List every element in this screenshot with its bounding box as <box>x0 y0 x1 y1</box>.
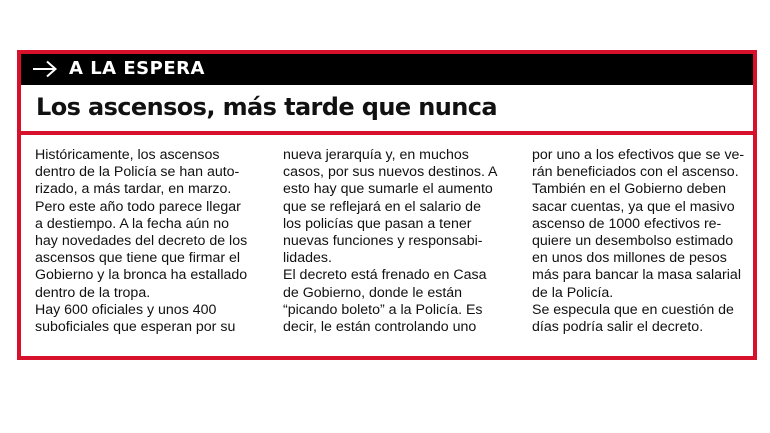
kicker-label: A LA ESPERA <box>69 58 205 79</box>
body-line: más para bancar la masa salarial <box>532 267 741 284</box>
body-line: hay novedades del decreto de los <box>35 233 248 250</box>
body-line: Hay 600 oficiales y unos 400 <box>35 301 217 318</box>
text-column-3 <box>532 147 750 336</box>
body-line: rizado, a más tardar, en marzo. <box>35 181 232 198</box>
text-column-1 <box>35 147 253 336</box>
body-line: El decreto está frenado en Casa <box>283 267 487 284</box>
body-line: Pero este año todo parece llegar <box>35 198 241 215</box>
body-line: que se reflejará en el salario de <box>283 198 481 215</box>
body-line: de Gobierno, donde le están <box>283 284 463 301</box>
body-line: rán beneficiados con el ascenso. <box>532 164 739 181</box>
body-line: dentro de la Policía se han auto- <box>35 164 240 181</box>
body-line: a destiempo. A la fecha aún no <box>35 215 230 232</box>
divider <box>21 131 753 135</box>
article-box <box>17 50 757 360</box>
arrow-right-icon <box>32 60 58 78</box>
body-line: casos, por sus nuevos destinos. A <box>283 164 498 181</box>
body-line: suboficiales que esperan por su <box>35 319 236 336</box>
body-line: ascenso de 1000 efectivos re- <box>532 215 722 232</box>
body-line: Gobierno y la bronca ha estallado <box>35 267 248 284</box>
body-line: de la Policía. <box>532 284 614 301</box>
body-line: decir, le están controlando uno <box>283 319 477 336</box>
body-line: días podría salir el decreto. <box>532 319 704 336</box>
body-line: Se especula que en cuestión de <box>532 301 734 318</box>
body-line: esto hay que sumarle el aumento <box>283 181 493 198</box>
body-line: dentro de la tropa. <box>35 284 151 301</box>
body-line: sacar cuentas, ya que el masivo <box>532 198 735 215</box>
body-line: quiere un desembolso estimado <box>532 233 734 250</box>
body-line: los policías que pasan a tener <box>283 215 472 232</box>
text-column-2 <box>283 147 501 336</box>
headline: Los ascensos, más tarde que nunca <box>36 93 497 121</box>
body-line: por uno a los efectivos que se ve- <box>532 147 745 163</box>
body-line: También en el Gobierno deben <box>532 181 727 198</box>
body-line: “picando boleto” a la Policía. Es <box>283 301 483 318</box>
body-line: ascensos que tiene que firmar el <box>35 250 241 267</box>
body-line: en unos dos millones de pesos <box>532 250 727 267</box>
body-line: nueva jerarquía y, en muchos <box>283 147 469 163</box>
body-line: Históricamente, los ascensos <box>35 147 220 163</box>
body-line: nuevas funciones y responsabi- <box>283 233 483 250</box>
kicker-bar <box>21 54 753 85</box>
body-line: lidades. <box>283 250 332 267</box>
